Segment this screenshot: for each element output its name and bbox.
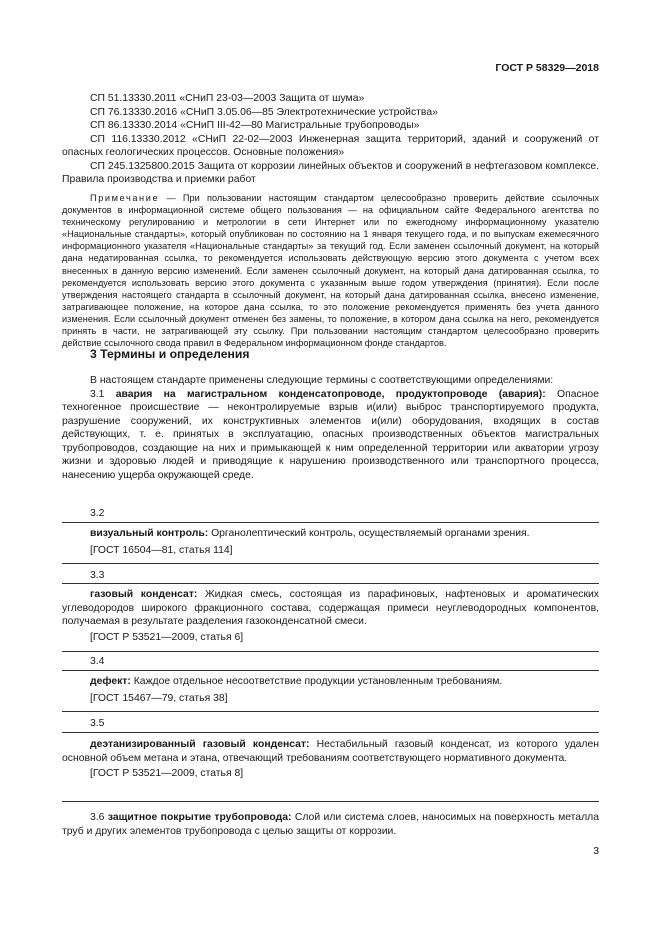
note-paragraph: [62, 192, 599, 349]
reference-sp-116: СП 116.13330.2012 «СНиП 22-02—2003 Инженерная защита территорий, зданий и сооружений от опасных геологических процессов. Основные положения»: [62, 133, 599, 159]
section-intro: В настоящем стандарте применены следующие термины с соответствующими определениями:: [90, 375, 554, 386]
note-label: Примечание: [90, 193, 160, 203]
term-3-5-name: деэтанизированный газовый конденсат:: [90, 739, 310, 750]
term-3-1-number: 3.1: [90, 388, 105, 400]
reference-sp-76: СП 76.13330.2016 «СНиП 3.05.06—85 Электротехнические устройства»: [90, 106, 438, 118]
term-3-2-definition: Органолептический контроль, осуществляемый органами зрения.: [208, 528, 530, 539]
term-3-2-text: [62, 527, 599, 541]
term-3-3-definition: Жидкая смесь, состоящая из парафиновых, нафтеновых и ароматических углеводородов широкого фракционного состава, содержащая примеси неуглеводородных компонентов, получаемая в результате разделения газоконденсатной смеси.: [62, 589, 599, 628]
term-3-5-source: [ГОСТ Р 53521—2009, статья 8]: [90, 768, 244, 780]
term-3-6-definition: Слой или система слоев, наносимых на поверхность металла труб и других элементов трубопровода с целью защиты от коррозии.: [62, 812, 599, 837]
term-3-5-number: 3.5: [90, 718, 105, 729]
reference-sp-51: СП 51.13330.2011 «СНиП 23-03—2003 Защита от шума»: [90, 93, 365, 104]
term-3-2-number: 3.2: [90, 508, 105, 519]
note-text: — При пользовании настоящим стандартом целесообразно проверить действие ссылочных документов в информационной системе общего пользования — на официальном сайте Федерального агентства по техническому регулированию и метрологии в сети Интернет или по ежегодному информационному указателю «Национальные стандарты», который опубликован по состоянию на 1 января текущего года, и по выпускам ежемесячного информационного указателя «Национальные стандарты» за текущий год. Если заменен ссылочный документ, на который дана недатированная ссылка, то рекомендуется использовать действующую версию этого документа с учетом всех внесенных в данную версию изменений. Если заменен ссылочный документ, на который дана датированная ссылка, то рекомендуется использовать версию этого документа с указанным выше годом утверждения (принятия). Если после утверждения настоящего стандарта в ссылочный документ, на который дана датированная ссылка, внесено изменение, затрагивающее положение, на которое дана ссылка, то это положение рекомендуется применять без учета данного изменения. Если ссылочный документ отменен без замены, то положение, в котором дана ссылка на него, рекомендуется принять в части, не затрагивающей эту ссылку. При пользовании настоящим стандартом целесообразно проверить действие ссылочного свода правил в Федеральном информационном фонде стандартов.: [62, 193, 599, 349]
standard-designation: ГОСТ Р 58329—2018: [495, 62, 599, 74]
section-title: 3 Термины и определения: [90, 347, 250, 361]
term-3-4-definition: Каждое отдельное несоответствие продукции установленным требованиям.: [130, 676, 503, 687]
term-3-3-text: [62, 588, 599, 629]
reference-sp-86: СП 86.13330.2014 «СНиП III-42—80 Магистральные трубопроводы»: [90, 120, 420, 131]
term-3-3-source: [ГОСТ Р 53521—2009, статья 6]: [90, 631, 244, 643]
term-3-2-name: визуальный контроль:: [90, 528, 209, 539]
term-3-4-text: [62, 675, 599, 689]
term-3-1-definition: Опасное техногенное происшествие — неконтролируемые взрыв и(или) выброс транспортируемого продукта, разрушение сооружений, их конструктивных элементов и(или) оборудования, входящих в состав действующих, т. е. принятых в эксплуатацию, опасных производственных объектов магистральных трубопроводов, создающие на них и примыкающей к ним определенной территории или акватории угрозу жизни и здоровью людей и приводящие к нарушению производственного или транспортного процесса, нанесению ущерба окружающей среде.: [62, 388, 599, 482]
term-3-2-source: [ГОСТ 16504—81, статья 114]: [90, 544, 233, 556]
term-3-4-name: дефект:: [90, 676, 131, 687]
reference-sp-245: СП 245.1325800.2015 Защита от коррозии линейных объектов и сооружений в нефтегазовом комплексе. Правила производства и приемки работ: [62, 160, 599, 186]
term-3-3-box: [62, 583, 599, 652]
term-3-6: [62, 811, 599, 838]
term-3-3-number: 3.3: [90, 570, 105, 581]
term-3-4-box: [62, 670, 599, 712]
term-3-5-text: [62, 738, 599, 765]
term-3-4-source: [ГОСТ 15467—79, статья 38]: [90, 692, 228, 704]
page-number: 3: [593, 846, 599, 857]
term-3-3-name: газовый конденсат:: [90, 589, 198, 600]
term-3-5-box: [62, 732, 599, 802]
term-3-4-number: 3.4: [90, 656, 105, 667]
term-3-6-name: защитное покрытие трубопровода:: [107, 812, 292, 823]
term-3-2-box: [62, 522, 599, 564]
term-3-1-name: авария на магистральном конденсатопроводе, продуктопроводе (авария):: [115, 388, 546, 400]
term-3-1: [62, 388, 599, 483]
term-3-6-number: 3.6: [90, 812, 105, 823]
term-3-5-definition: Нестабильный газовый конденсат, из которого удален основной объем метана и этана, отвечающий требованиям соответствующего нормативного документа.: [62, 739, 600, 764]
